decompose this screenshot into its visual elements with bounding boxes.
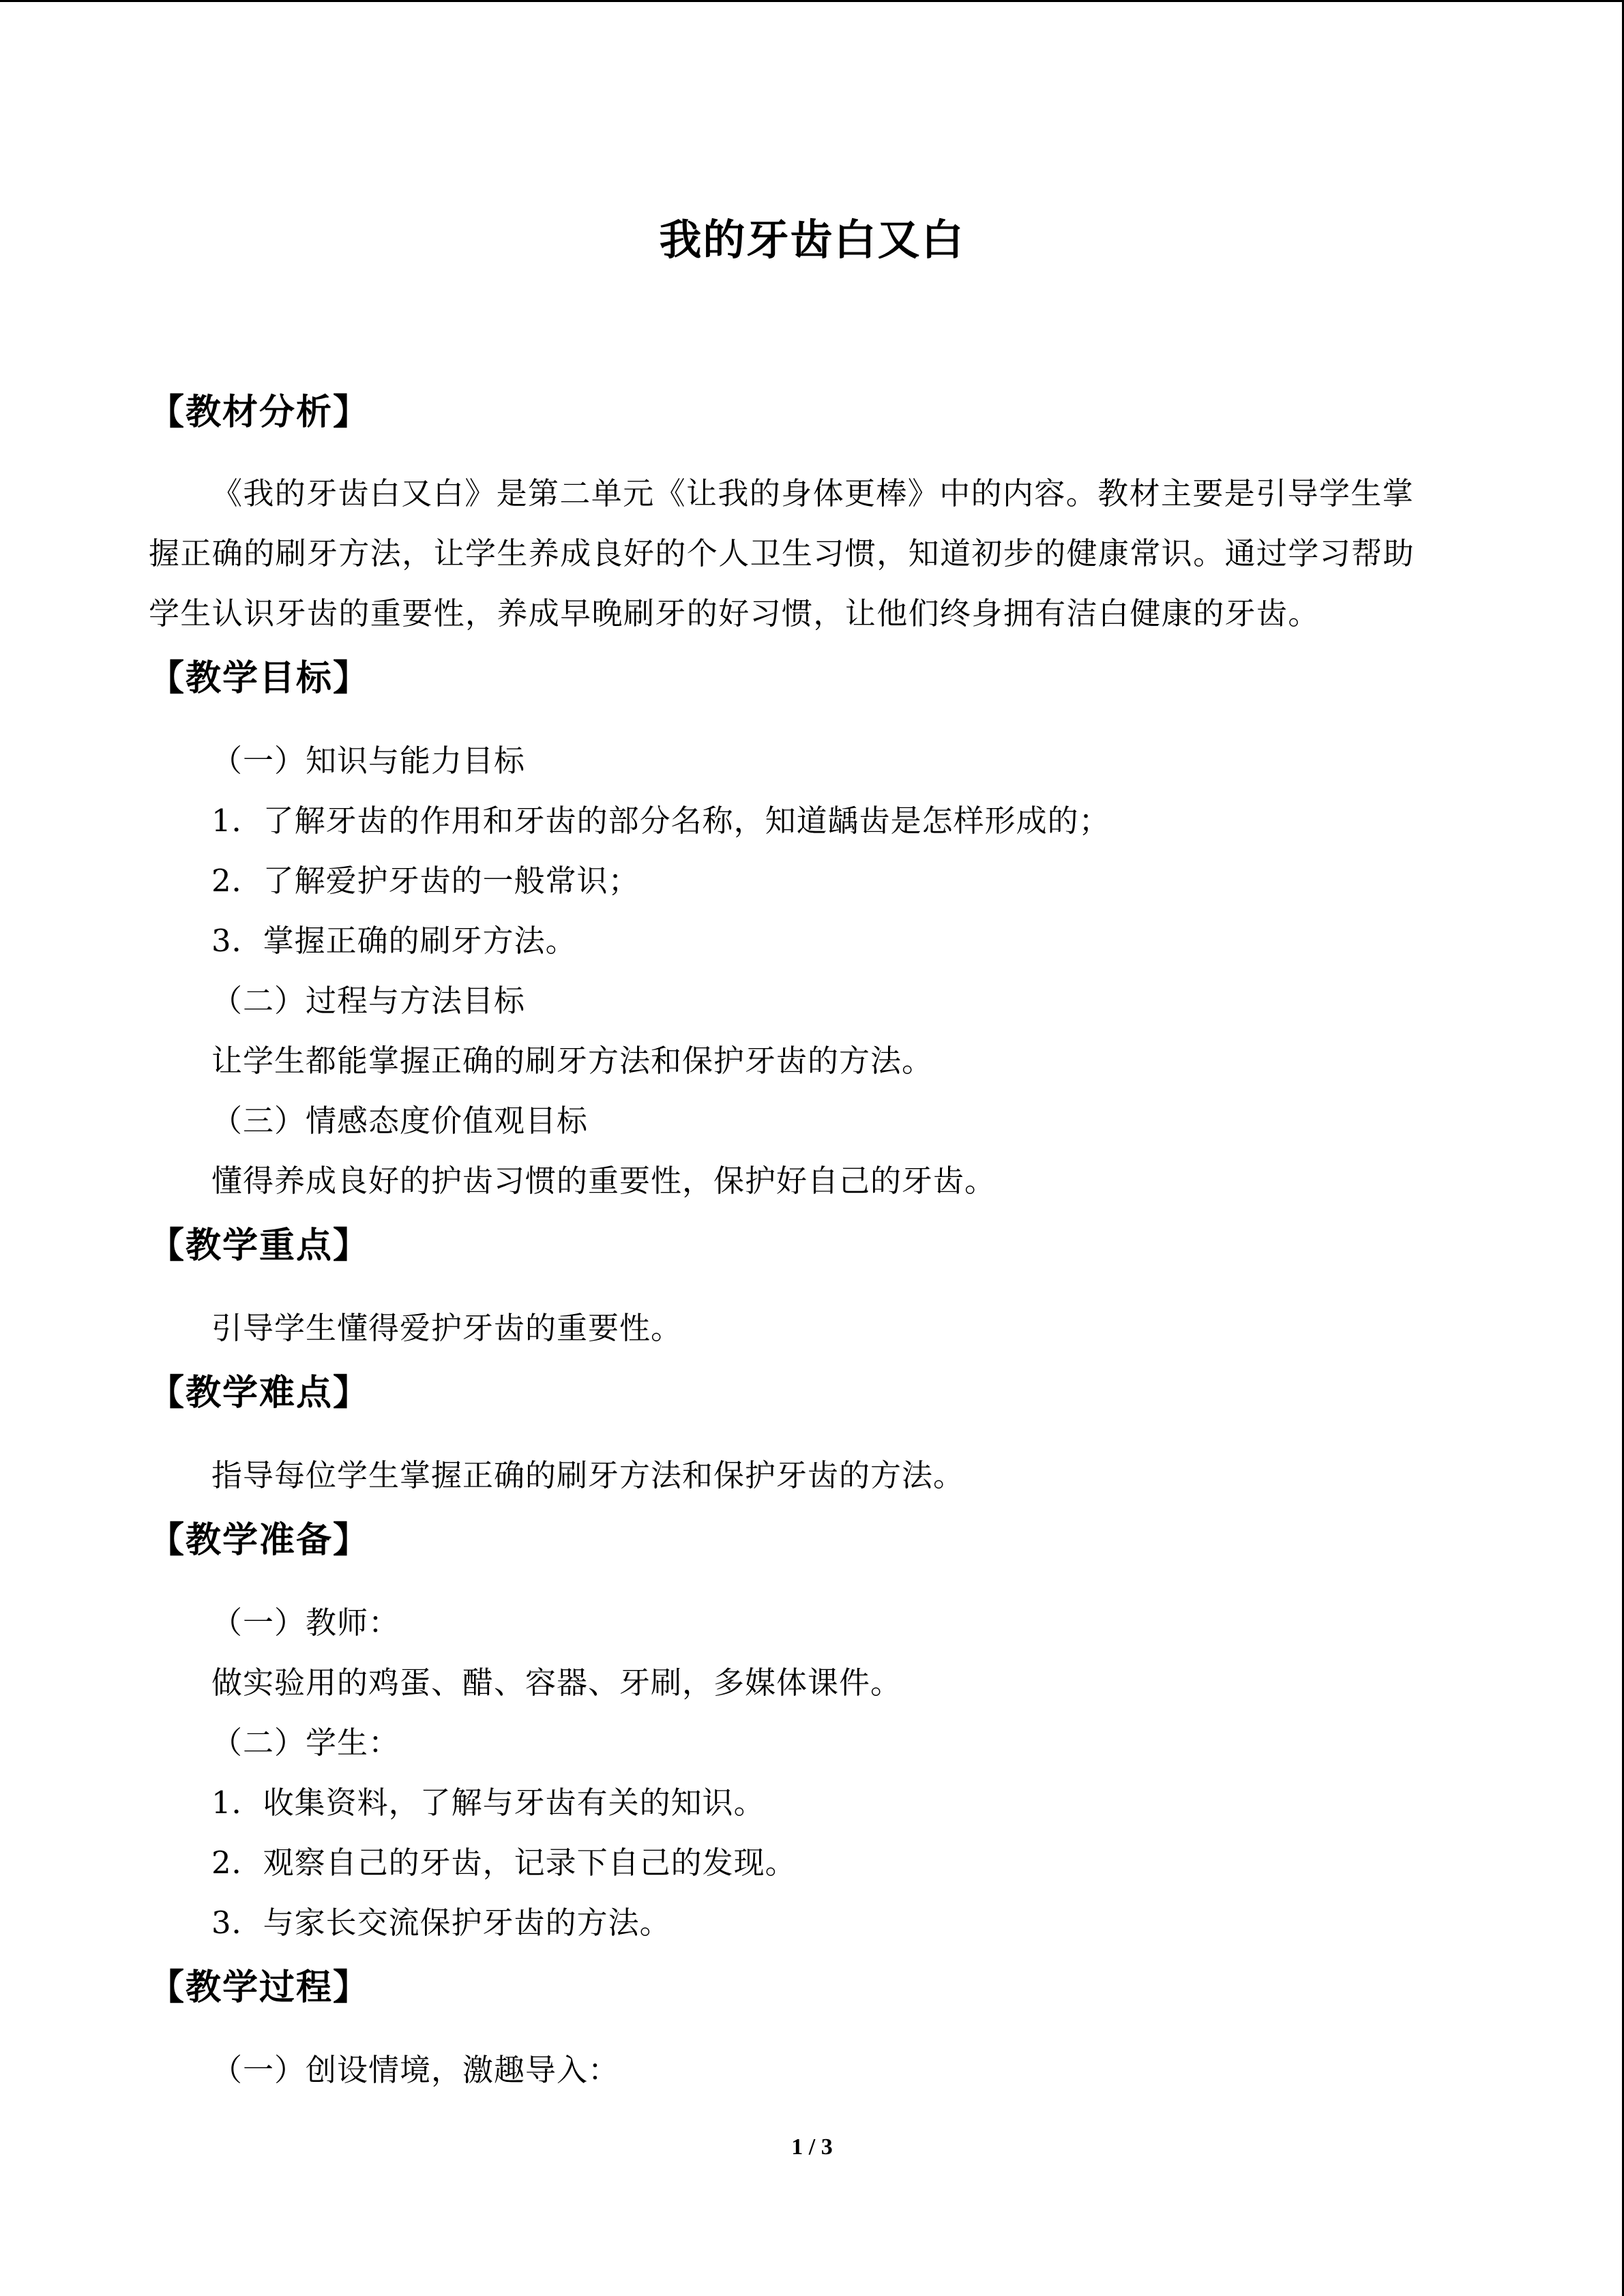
heading-goals: 【教学目标】 xyxy=(149,658,370,699)
heading-process: 【教学过程】 xyxy=(149,1967,370,2008)
heading-key-point: 【教学重点】 xyxy=(149,1225,370,1266)
goals-sub-emotion: （三）情感态度价值观目标 xyxy=(211,1103,589,1139)
preparation-item-3: 3．与家长交流保护牙齿的方法。 xyxy=(211,1905,671,1941)
page-number: 1 / 3 xyxy=(791,2134,833,2160)
difficulty-text: 指导每位学生掌握正确的刷牙方法和保护牙齿的方法。 xyxy=(211,1457,965,1493)
goals-sub-process: （二）过程与方法目标 xyxy=(211,983,526,1019)
analysis-line-3: 学生认识牙齿的重要性，养成早晚刷牙的好习惯，让他们终身拥有洁白健康的牙齿。 xyxy=(149,595,1320,631)
goals-item-3: 3．掌握正确的刷牙方法。 xyxy=(211,923,577,959)
preparation-item-2: 2．观察自己的牙齿，记录下自己的发现。 xyxy=(211,1845,797,1881)
goals-sub-knowledge: （一）知识与能力目标 xyxy=(211,743,526,779)
analysis-line-2: 握正确的刷牙方法，让学生养成良好的个人卫生习惯，知道初步的健康常识。通过学习帮助 xyxy=(149,535,1415,571)
process-sub-1: （一）创设情境，激趣导入： xyxy=(211,2052,620,2088)
goals-emotion-text: 懂得养成良好的护齿习惯的重要性，保护好自己的牙齿。 xyxy=(211,1163,996,1199)
preparation-sub-teacher: （一）教师： xyxy=(211,1605,400,1641)
preparation-item-1: 1．收集资料，了解与牙齿有关的知识。 xyxy=(211,1785,765,1821)
goals-item-2: 2．了解爱护牙齿的一般常识； xyxy=(211,863,640,899)
preparation-sub-student: （二）学生： xyxy=(211,1725,400,1761)
heading-difficulty: 【教学难点】 xyxy=(149,1373,370,1414)
goals-process-text: 让学生都能掌握正确的刷牙方法和保护牙齿的方法。 xyxy=(211,1043,934,1079)
analysis-line-1: 《我的牙齿白又白》是第二单元《让我的身体更棒》中的内容。教材主要是引导学生掌 xyxy=(211,475,1415,511)
heading-analysis: 【教材分析】 xyxy=(149,392,370,433)
page-border-top xyxy=(0,0,1624,2)
key-point-text: 引导学生懂得爱护牙齿的重要性。 xyxy=(211,1310,683,1346)
document-title: 我的牙齿白又白 xyxy=(659,215,965,265)
goals-item-1: 1．了解牙齿的作用和牙齿的部分名称，知道龋齿是怎样形成的； xyxy=(211,803,1110,839)
preparation-teacher-text: 做实验用的鸡蛋、醋、容器、牙刷，多媒体课件。 xyxy=(211,1665,902,1701)
heading-preparation: 【教学准备】 xyxy=(149,1520,370,1561)
